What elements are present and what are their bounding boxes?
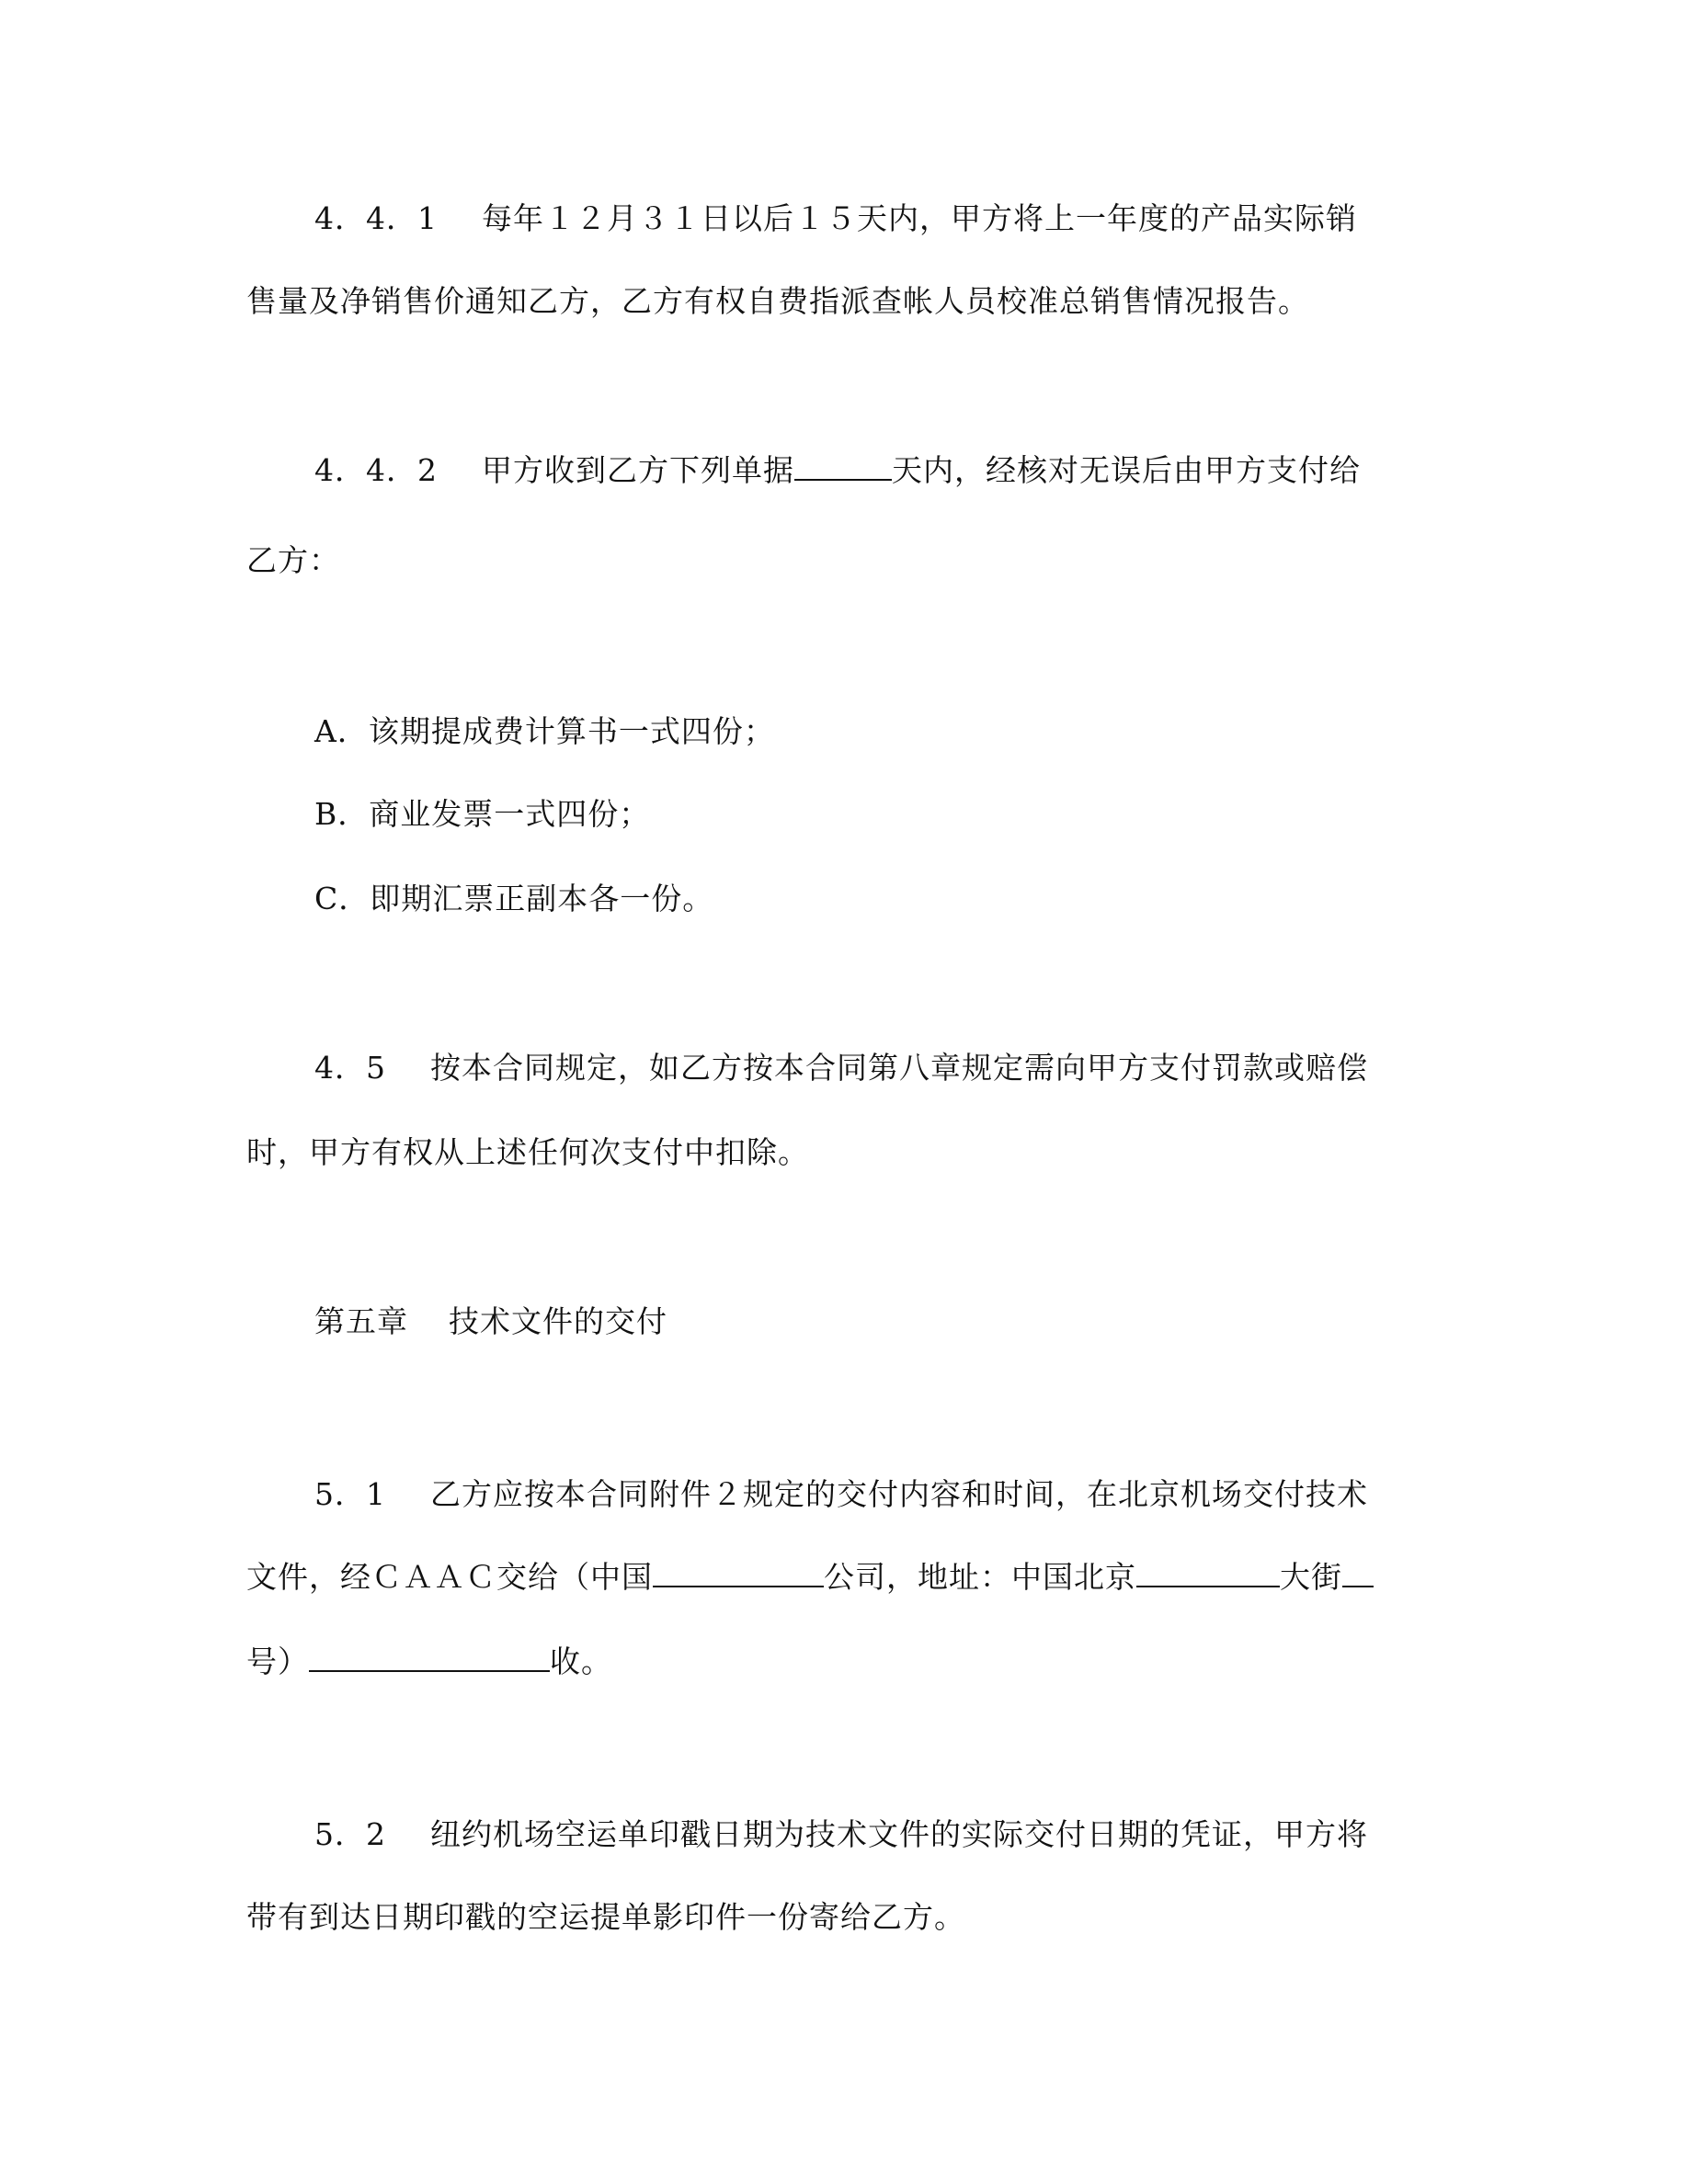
fill-in-blank-street bbox=[1136, 1558, 1280, 1587]
clause-text: 文件，经ＣＡＡＣ交给（中国 bbox=[246, 1559, 653, 1595]
clause-text: 公司，地址：中国北京 bbox=[824, 1559, 1136, 1595]
fill-in-blank-recipient bbox=[309, 1643, 550, 1672]
clause-text: 天内，经核对无误后由甲方支付给 bbox=[892, 452, 1361, 488]
chapter-heading bbox=[314, 1302, 667, 1342]
clause-number: 4．5 bbox=[314, 1050, 386, 1086]
chapter-number: 第五章 bbox=[314, 1303, 408, 1339]
clause-number: 4．4．1 bbox=[314, 200, 438, 236]
fill-in-blank-number bbox=[1342, 1558, 1374, 1587]
clause-text: 收。 bbox=[550, 1644, 612, 1679]
clause-4-4-1-line-2: 售量及净销售价通知乙方，乙方有权自费指派查帐人员校准总销售情况报告。 bbox=[246, 283, 1309, 319]
clause-4-5-line-2: 时，甲方有权从上述任何次支付中扣除。 bbox=[246, 1134, 809, 1170]
clause-4-5-line-1 bbox=[314, 1048, 1368, 1088]
clause-5-1-line-3 bbox=[246, 1642, 612, 1682]
list-item-b: B．商业发票一式四份； bbox=[314, 796, 651, 832]
list-item-a: A．该期提成费计算书一式四份； bbox=[314, 713, 775, 749]
clause-text: 纽约机场空运单印戳日期为技术文件的实际交付日期的凭证，甲方将 bbox=[430, 1816, 1368, 1852]
clause-4-4-2-line-1 bbox=[314, 450, 1361, 491]
clause-text: 每年１２月３１日以后１５天内，甲方将上一年度的产品实际销 bbox=[482, 200, 1357, 236]
clause-text: 大街 bbox=[1280, 1559, 1342, 1595]
clause-text: 按本合同规定，如乙方按本合同第八章规定需向甲方支付罚款或赔偿 bbox=[430, 1050, 1368, 1086]
clause-number: 4．4．2 bbox=[314, 452, 438, 488]
clause-text: 号） bbox=[246, 1644, 309, 1679]
clause-4-4-1-line-1 bbox=[314, 199, 1357, 239]
chapter-title: 技术文件的交付 bbox=[449, 1303, 667, 1339]
clause-4-4-2-line-2: 乙方： bbox=[246, 542, 340, 578]
clause-5-2-line-1 bbox=[314, 1814, 1368, 1855]
fill-in-blank-company bbox=[653, 1558, 824, 1587]
clause-text: 甲方收到乙方下列单据 bbox=[482, 452, 794, 488]
fill-in-blank-days bbox=[794, 451, 892, 481]
clause-text: 乙方应按本合同附件２规定的交付内容和时间，在北京机场交付技术 bbox=[430, 1476, 1368, 1512]
clause-5-2-line-2: 带有到达日期印戳的空运提单影印件一份寄给乙方。 bbox=[246, 1899, 965, 1935]
clause-number: 5．1 bbox=[314, 1476, 386, 1512]
clause-5-1-line-1 bbox=[314, 1474, 1368, 1515]
list-item-c: C．即期汇票正副本各一份。 bbox=[314, 881, 714, 916]
clause-number: 5．2 bbox=[314, 1816, 386, 1852]
clause-5-1-line-2 bbox=[246, 1557, 1374, 1598]
